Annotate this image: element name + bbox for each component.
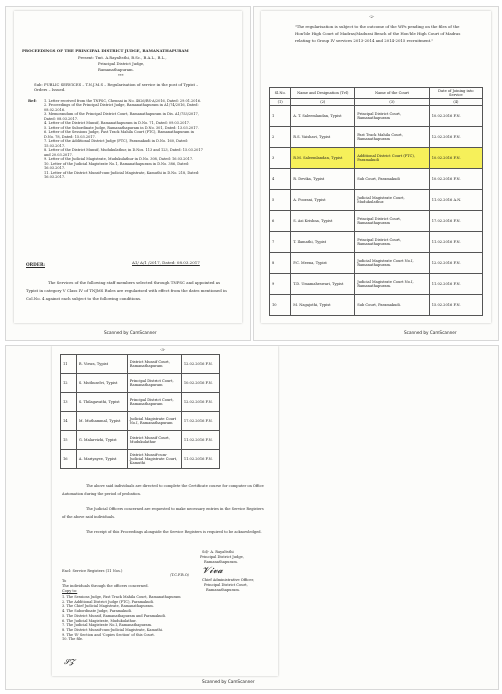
initials-mark: 𝓢𝓩 bbox=[64, 658, 75, 666]
cell-date: 12.02.2016 F.N. bbox=[429, 127, 482, 148]
table-row bbox=[270, 169, 483, 190]
table-row bbox=[61, 355, 220, 374]
table-row bbox=[270, 253, 483, 274]
cell-court: Fast Track Mahila Court, Ramanathapuram bbox=[355, 127, 430, 148]
ref-label: Ref: bbox=[28, 98, 37, 103]
cell-no: 2 bbox=[270, 127, 291, 148]
cell-court: Principal District Court, Ramanathapuram. bbox=[355, 232, 430, 253]
copy-label: Copy to: bbox=[62, 589, 78, 593]
table-colnum-row bbox=[270, 99, 483, 106]
cell-court: District Munsif Court, Mudukulathur bbox=[127, 431, 181, 450]
enclosure-line: Encl: Service Registers (11 Nos.) bbox=[62, 569, 123, 573]
cell-court: Judicial Magistrate Court No.I, Ramanathapuram bbox=[127, 412, 181, 431]
list-item: 1. The Sessions Judge, Fast Track Mahila Court, Ramanathapuram bbox=[62, 595, 181, 599]
order-body: The Services of the following staff members selected through TNPSC and appointed as Typist in category V Class IV of TNJMS Rules are regularised with effect from the dates mentioned in Col.No. 4 against each subject to the following conditions. bbox=[26, 280, 227, 302]
cell-no: 10 bbox=[270, 295, 291, 316]
chief-officer-place: Ramanathapuram. bbox=[206, 588, 240, 592]
cell-date: 11.02.2016 F.N. bbox=[429, 232, 482, 253]
dis-number: A1/ A/1 /2017, Dated: 08.03.2017 bbox=[132, 260, 200, 265]
cell-name: T.D. Umamaheswari, Typist bbox=[291, 274, 355, 295]
cell-date: 12.02.2016 F.N. bbox=[429, 253, 482, 274]
colnum: (4) bbox=[429, 99, 482, 106]
staff-table-continued bbox=[60, 354, 220, 469]
colnum: (2) bbox=[291, 99, 355, 106]
cell-name: G. Malarvizhi, Typist bbox=[76, 431, 127, 450]
cell-date: 11.02.2016 F.N. bbox=[181, 450, 219, 469]
cell-court: Principal District Court, Ramanathapuram bbox=[127, 374, 181, 393]
reference-item: 1. Letter received from the TNPSC, Chennai in No. 4826/RS-A/2016, Dated: 29.01.2016. bbox=[44, 99, 202, 103]
stars-divider: *** bbox=[118, 73, 124, 78]
order-label: ORDER: bbox=[26, 262, 45, 267]
cell-court: Sub Court, Paramakudi. bbox=[355, 295, 430, 316]
list-item: 6. The Judicial Magistrate, Mudukulathur. bbox=[62, 618, 137, 623]
cell-no: 15 bbox=[61, 431, 77, 450]
reference-item: 8. Letter of the District Munsif, Mudukulathur, in D.Nos. 113 and 123, Dated: 15.03.2017 and 20.03.2017. bbox=[44, 148, 203, 157]
cell-date: 12.02.2016 F.N. bbox=[181, 393, 219, 412]
cell-court: Additional District Court (FTC), Paramakudi bbox=[355, 148, 430, 169]
scan-panel-3 bbox=[5, 345, 499, 690]
reference-item: 2. Proceedings of the Principal District Judge, Ramanathapuram in A1/74/2016, Dated: 08.02.2016. bbox=[44, 103, 199, 112]
header-court: Name of the Court bbox=[355, 88, 430, 99]
cell-name: R. Devika, Typist bbox=[291, 169, 355, 190]
chief-officer-title: Chief Administrative Officer, bbox=[202, 578, 255, 582]
table-row bbox=[270, 211, 483, 232]
cell-no: 5 bbox=[270, 190, 291, 211]
tcfbo-mark: /T.C.F.B.O/ bbox=[170, 573, 190, 577]
header-date: Date of Joining into Service bbox=[429, 88, 482, 99]
scanner-label: Scanned by CamScanner bbox=[202, 679, 255, 684]
document-page-2 bbox=[261, 11, 491, 323]
paragraph-receipt: The receipt of this Proceedings alongside the Service Registers is required to be acknowledged. bbox=[86, 530, 262, 534]
cell-date: 10.02.2016 F.N. bbox=[429, 148, 482, 169]
cell-court: Judicial Magistrate Court No.I, Ramanathapuram. bbox=[355, 274, 430, 295]
reference-item: 7. Letter of the Additional District Judge (FTC), Paramakudi in D.No. 160, Dated: 15.03.2017. bbox=[44, 139, 188, 148]
cell-court: Principal District Court, Ramanathapuram bbox=[127, 393, 181, 412]
table-row bbox=[270, 106, 483, 127]
cell-name: T. Ilamathi, Typist bbox=[291, 232, 355, 253]
chief-officer-court: Principal District Court, bbox=[204, 583, 248, 587]
table-row bbox=[61, 431, 220, 450]
reference-item: 11. Letter of the District Munsif-cum-Judicial Magistrate, Kamuthi in D.No. 218, Dated: 16.03.2017. bbox=[44, 170, 200, 179]
cell-date: 11.02.2016 F.N. bbox=[429, 274, 482, 295]
reference-item: 3. Memorandum of the Principal District Court, Ramanathapuram in Dis. A1/753/2017, Dated: 08.03.2017. bbox=[44, 112, 199, 121]
list-item: 9. The 'B' Section and 'Copies Section' of this Court. bbox=[62, 632, 155, 637]
judge-place: Ramanathapuram. bbox=[98, 67, 134, 72]
cell-court: District Munsif Court, Ramanathapuram bbox=[127, 355, 181, 374]
table-row bbox=[61, 412, 220, 431]
document-page-1 bbox=[14, 11, 242, 323]
cell-court: Judicial Magistrate Court, Mudukulathur. bbox=[355, 190, 430, 211]
cell-no: 3 bbox=[270, 148, 291, 169]
proceedings-title: PROCEEDINGS OF THE PRINCIPAL DISTRICT JUDGE, RAMANATHAPURAM bbox=[22, 48, 189, 53]
reference-list bbox=[44, 99, 204, 179]
table-header-row bbox=[270, 88, 483, 99]
cell-no: 11 bbox=[61, 355, 77, 374]
colnum: (3) bbox=[355, 99, 430, 106]
to-line: The individuals through the officers concerned. bbox=[62, 584, 149, 588]
table-row bbox=[61, 450, 220, 469]
cell-name: R.M. Saleemlandan, Typist bbox=[291, 148, 355, 169]
header-slno: Sl.No. bbox=[270, 88, 291, 99]
subject-line: Sub: PUBLIC SERVICES – T.N.J.M.S – Regularisation of service in the post of Typist – Orders – Issued. bbox=[34, 82, 199, 92]
cell-date: 10.02.2016 F.N. bbox=[429, 169, 482, 190]
cell-date: 10.02.2016 F.N. bbox=[181, 374, 219, 393]
table-row bbox=[270, 274, 483, 295]
cell-date: 11.02.2016 A.N. bbox=[429, 190, 482, 211]
scanner-label: Scanned by CamScanner bbox=[104, 330, 157, 335]
scan-panel-1 bbox=[5, 6, 251, 341]
cell-court: Principal District Court, Ramanathapuram bbox=[355, 106, 430, 127]
signed-title: Principal District Judge, bbox=[200, 555, 244, 559]
cell-name: R. Viswa, Typist bbox=[76, 355, 127, 374]
list-item: 2. The Additional District Judge (FTC), Paramakudi. bbox=[62, 599, 154, 604]
cell-name: S. Thilagavathi, Typist bbox=[76, 393, 127, 412]
paragraph-entries: The Judicial Officers concerned are requested to make necessary entries in the Service Registers of the above said individuals. bbox=[62, 507, 264, 519]
cell-name: S. Asi Krishna, Typist bbox=[291, 211, 355, 232]
cell-no: 16 bbox=[61, 450, 77, 469]
cell-name: M. Muthammal, Typist bbox=[76, 412, 127, 431]
cell-no: 4 bbox=[270, 169, 291, 190]
list-item: 8. The District Munsif-cum-Judicial Magistrate, Kamuthi. bbox=[62, 628, 163, 633]
list-item: 7. The Judicial Magistrate No.I, Ramanathapuram. bbox=[62, 623, 153, 628]
table-row bbox=[270, 190, 483, 211]
regularisation-note: "The regularisation is subject to the outcome of the WPs pending on the files of the Hon'ble High Court of Madras/Madurai Bench of the Hon'ble High Court of Madras relating to Group IV services 2013-2014 and 2014-2015 recruitment." bbox=[295, 24, 461, 44]
paragraph-certificate: The above said individuals are directed to complete the Certificate course for computer on Office Automation during the period of probation. bbox=[62, 484, 264, 496]
signed-name: Sd/- A. Rayaltsthi bbox=[202, 550, 234, 554]
table-row bbox=[270, 127, 483, 148]
cell-date: 17.02.2016 F.N. bbox=[181, 412, 219, 431]
cell-name: A. Mariyayee, Typist bbox=[76, 450, 127, 469]
cell-date: 17.02.2016 F.N. bbox=[429, 211, 482, 232]
cell-court: Judicial Magistrate Court No.I, Ramanathapuram. bbox=[355, 253, 430, 274]
cell-name: A. T. Saleemlandan, Typist bbox=[291, 106, 355, 127]
table-row bbox=[270, 295, 483, 316]
cell-no: 7 bbox=[270, 232, 291, 253]
present-line: Present: Tmt. A.Rayaltsthi, B.Sc., B.A.L., B.L., bbox=[78, 55, 167, 60]
cell-no: 14 bbox=[61, 412, 77, 431]
cell-date: 15.02.2016 F.N. bbox=[429, 295, 482, 316]
reference-item: 9. Letter of the Judicial Magistrate, Mudukulathur in D.No. 308, Dated: 16.03.2017. bbox=[44, 157, 194, 162]
cell-name: S. Muthuselvi, Typist bbox=[76, 374, 127, 393]
cell-no: 9 bbox=[270, 274, 291, 295]
list-item: 3. The Chief Judicial Magistrate, Ramanathapuram. bbox=[62, 604, 154, 609]
cell-no: 12 bbox=[61, 374, 77, 393]
cell-name: M. Nagajothi, Typist bbox=[291, 295, 355, 316]
list-item: 10. The file. bbox=[62, 637, 84, 642]
scanner-label: Scanned by CamScanner bbox=[404, 330, 457, 335]
judge-title: Principal District Judge, bbox=[98, 61, 145, 66]
table-row bbox=[270, 232, 483, 253]
cell-name: R.S. Vaishavi, Typist bbox=[291, 127, 355, 148]
table-row-highlighted bbox=[270, 148, 483, 169]
document-page-3 bbox=[52, 346, 278, 676]
list-item: 4. The Subordinate Judge, Paramakudi. bbox=[62, 609, 132, 614]
cell-court: Principal District Court, Ramanathapuram bbox=[355, 211, 430, 232]
cell-name: A. Poorani, Typist bbox=[291, 190, 355, 211]
reference-item: 5. Letter of the Subordinate Judge, Ramanathapuram in D.No. 301, Dated: 13.03.2017. bbox=[44, 125, 199, 130]
signed-place: Ramanathapuram. bbox=[204, 560, 238, 564]
reference-item: 6. Letter of the Sessions Judge, Fast Track Mahila Court (FTC), Ramanathapuram in D.No. 78, Dated: 15.03.2017. bbox=[44, 130, 194, 139]
cell-date: 10.02.2016 F.N. bbox=[429, 106, 482, 127]
copy-list bbox=[62, 595, 242, 642]
staff-table bbox=[269, 87, 483, 316]
cell-court: Sub Court, Paramakudi bbox=[355, 169, 430, 190]
page-number: -3- bbox=[160, 347, 166, 352]
reference-item: 10. Letter of the Judicial Magistrate No.1, Ramanathapuram in D.No. 386, Dated: 16.03.2017. bbox=[44, 161, 190, 171]
cell-date: 12.02.2016 F.N. bbox=[181, 355, 219, 374]
reference-item: 4. Letter of the District Munsif, Ramanathapuram in D.No. 71, Dated: 09.03.2017. bbox=[44, 121, 191, 126]
scan-panel-2 bbox=[253, 6, 499, 341]
list-item: 5. The District Munsif, Ramanathapuram and Paramakudi. bbox=[62, 613, 167, 618]
colnum: (1) bbox=[270, 99, 291, 106]
handwritten-signature: 𝓥𝓲𝓿𝓪 bbox=[202, 566, 223, 576]
table-row bbox=[61, 393, 220, 412]
table-row bbox=[61, 374, 220, 393]
cell-no: 8 bbox=[270, 253, 291, 274]
cell-court: District Munsif-cum-Judicial Magistrate Court, Kamuthi bbox=[127, 450, 181, 469]
header-name: Name and Designation (Tvl) bbox=[291, 88, 355, 99]
cell-no: 1 bbox=[270, 106, 291, 127]
to-label: To bbox=[62, 579, 67, 583]
cell-no: 13 bbox=[61, 393, 77, 412]
cell-name: P.C. Meena, Typist bbox=[291, 253, 355, 274]
cell-date: 11.02.2016 F.N. bbox=[181, 431, 219, 450]
page-number: -2- bbox=[369, 14, 375, 19]
cell-no: 6 bbox=[270, 211, 291, 232]
